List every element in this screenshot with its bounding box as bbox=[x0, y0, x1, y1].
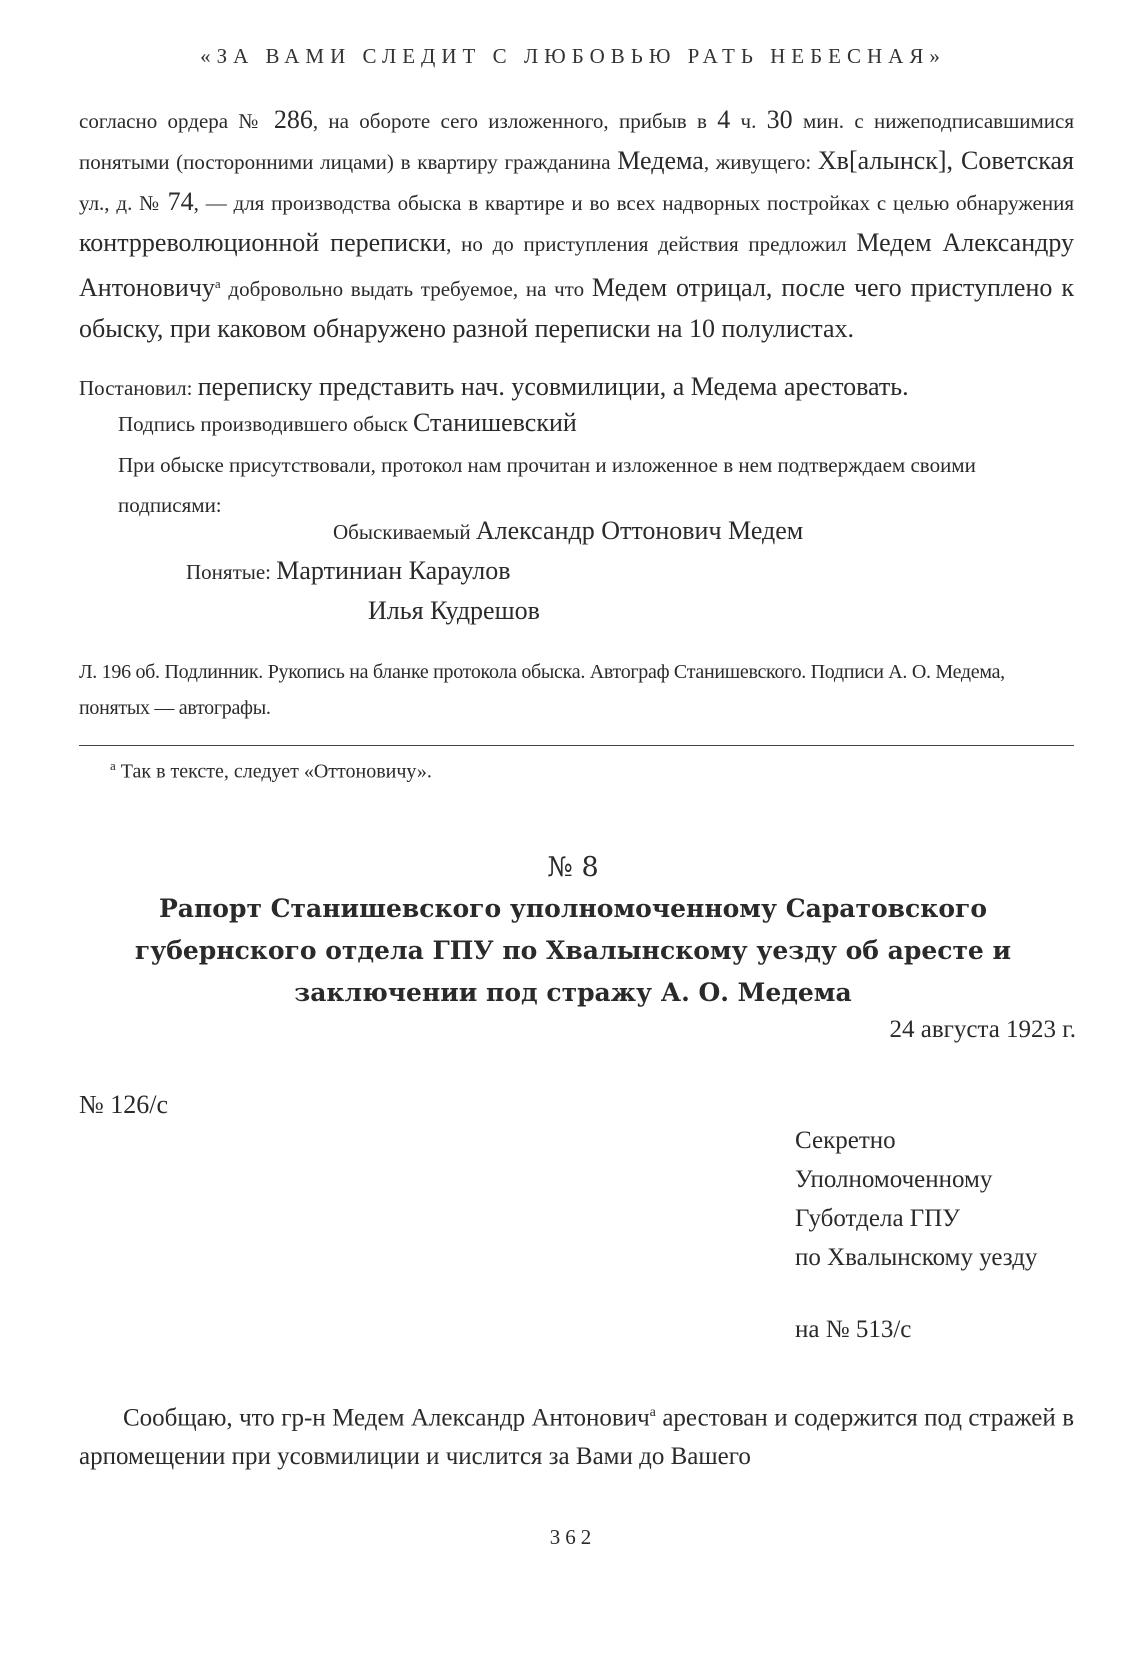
footnote: $^а$ Так в тексте, следует «Оттоновичу». bbox=[110, 758, 432, 783]
addressee-line: по Хвалынскому уезду bbox=[795, 1244, 1038, 1271]
footnote-divider bbox=[79, 745, 1074, 746]
document-date: 24 августа 1923 г. bbox=[889, 1016, 1076, 1043]
outgoing-reference: № 126/с bbox=[79, 1090, 169, 1119]
resolution-line: Постановил: переписку представить нач. усовмилиции, а Медема арестовать. bbox=[79, 372, 909, 401]
report-body: Сообщаю, что гр-н Медем Александр Антонович$^а$ арестован и содержится под стражей в арпомещении при усовмилиции и числится за Вами до Вашего bbox=[79, 1404, 1075, 1471]
witnesses-line: Понятые: Мартиниан Караулов bbox=[186, 556, 511, 585]
footnote-marker: а bbox=[649, 1405, 656, 1420]
archival-note: Л. 196 об. Подлинник. Рукопись на бланке протокола обыска. Автограф Станишевского. Подписи А. О. Медема, понятых — автографы. bbox=[79, 661, 1005, 719]
attestation-text: При обыске присутствовали, протокол нам прочитан и изложенное в нем подтверждаем своими подписями: bbox=[118, 453, 976, 517]
witness-2-line: Илья Кудрешов bbox=[368, 596, 540, 625]
footnote-marker: а bbox=[214, 276, 221, 291]
addressee-line: Губотдела ГПУ bbox=[795, 1205, 961, 1232]
page-number: 362 bbox=[549, 1525, 597, 1549]
document-title: Рапорт Станишевского уполномоченному Саратовского губернского отдела ГПУ по Хвалынскому уезду об аресте и заключении под стражу А. О. Медема bbox=[134, 894, 1012, 1007]
addressee-line: Уполномоченному bbox=[795, 1166, 993, 1193]
searcher-signature-line: Подпись производившего обыск Станишевский bbox=[118, 408, 577, 437]
addressee-block bbox=[795, 1121, 1037, 1277]
search-protocol-paragraph: согласно ордера № 286, на обороте сего изложенного, прибыв в 4 ч. 30 мин. с нижеподписавшимися понятыми (посторонними лицами) в квартиру гражданина Медема, живущего: Хв[алынск], Советская ул., д. № 74, — для производства обыска в квартире и во всех надворных постройках с целью обнаружения контрреволюционной переписки, но до приступления действия предложил Медем Александру Антоновичу$^а$ добровольно выдать требуемое, на что Медем отрицал, после чего приступлено к обыску, при каковом обнаружено разной переписки на 10 полулистах. bbox=[79, 105, 1075, 343]
document-number: № 8 bbox=[547, 852, 599, 883]
reply-reference: на № 513/с bbox=[795, 1316, 912, 1343]
searched-person-line: Обыскиваемый Александр Оттонович Медем bbox=[333, 516, 804, 545]
running-header: «ЗА ВАМИ СЛЕДИТ С ЛЮБОВЬЮ РАТЬ НЕБЕСНАЯ» bbox=[200, 44, 946, 68]
classification-label: Секретно bbox=[795, 1127, 896, 1154]
